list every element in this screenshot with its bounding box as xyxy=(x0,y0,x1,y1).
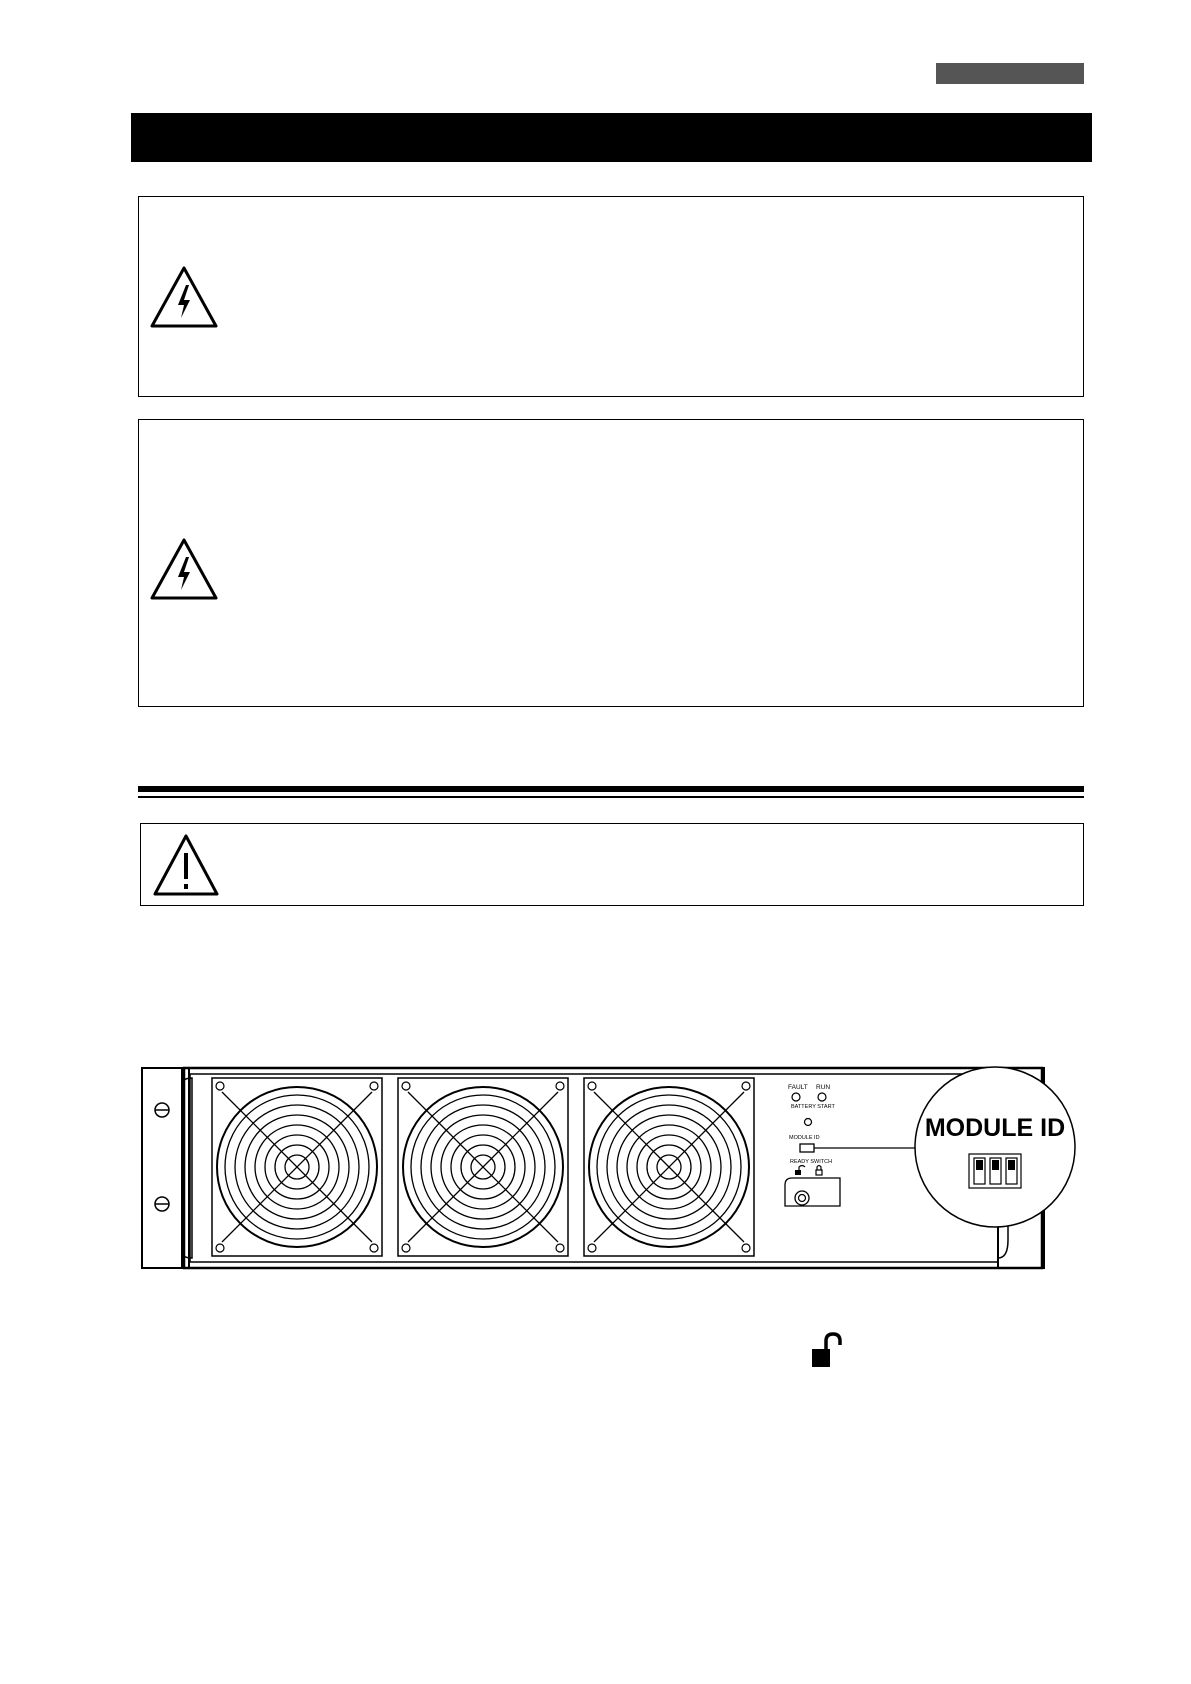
warning-box-electrical-1 xyxy=(138,196,1084,397)
battery-start-button-icon xyxy=(805,1119,812,1126)
page-section-tab xyxy=(936,63,1084,84)
unlocked-padlock-icon xyxy=(810,1331,846,1371)
run-led-icon xyxy=(818,1093,826,1101)
power-module-front-panel-figure xyxy=(140,1060,1100,1280)
section-title-bar xyxy=(131,113,1092,162)
ready-switch-label: READY SWITCH xyxy=(790,1159,833,1165)
module-id-switch-icon xyxy=(800,1144,814,1152)
fault-led-icon xyxy=(792,1093,800,1101)
exclamation-warning-icon xyxy=(152,833,220,897)
ready-switch-lock-symbol-icon xyxy=(816,1166,822,1176)
high-voltage-warning-icon xyxy=(149,265,219,329)
mounting-screw-icon xyxy=(155,1197,169,1211)
ready-switch-unlock-symbol-icon xyxy=(795,1166,805,1176)
run-led-label: RUN xyxy=(816,1084,831,1091)
cooling-fan-icon xyxy=(584,1078,754,1256)
fault-led-label: FAULT xyxy=(788,1084,808,1091)
cooling-fan-icon xyxy=(212,1078,382,1256)
section-divider xyxy=(138,786,1084,800)
caution-box xyxy=(140,823,1084,906)
mounting-screw-icon xyxy=(155,1103,169,1117)
module-id-callout xyxy=(915,1067,1075,1227)
high-voltage-warning-icon xyxy=(149,537,219,601)
ready-switch-knob-icon xyxy=(785,1178,840,1206)
module-id-small-label: MODULE ID xyxy=(789,1135,820,1141)
module-id-callout-title: MODULE ID xyxy=(924,1114,1066,1142)
warning-box-electrical-2 xyxy=(138,419,1084,707)
battery-start-label: BATTERY START xyxy=(791,1104,835,1110)
cooling-fan-icon xyxy=(398,1078,568,1256)
